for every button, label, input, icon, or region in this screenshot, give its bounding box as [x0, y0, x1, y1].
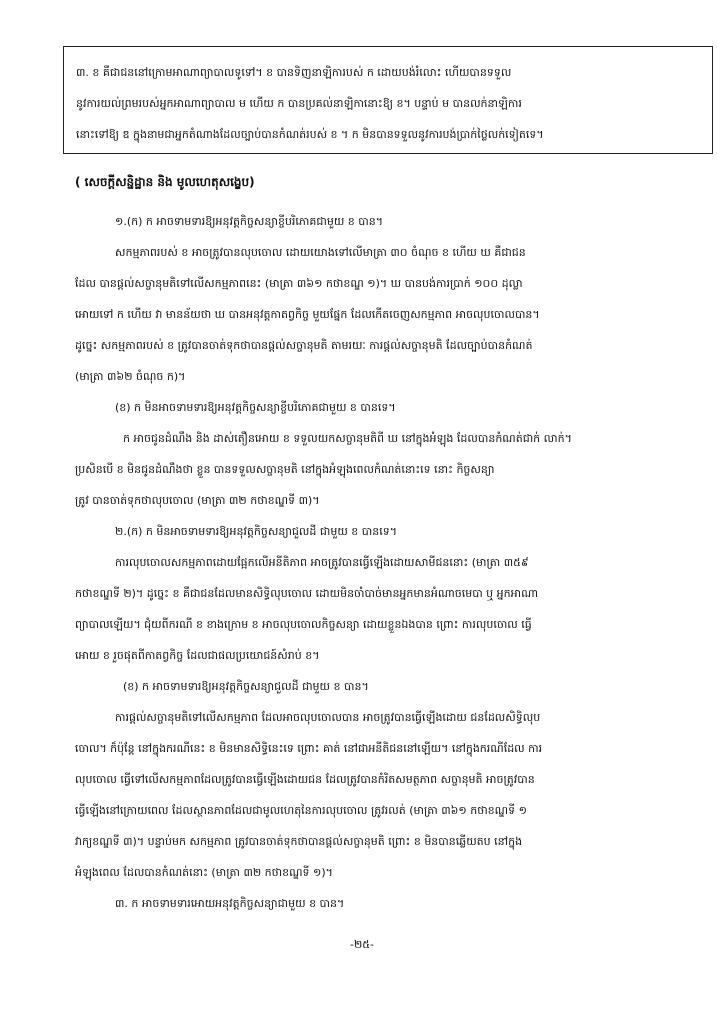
- paragraph-line: លុបចោល ធ្វើទៅលើសកម្មភាពដែលត្រូវបានធ្វើឡើងដោយជន ដែលត្រូវបានកំរិតសមត្ថភាព សច្ចានុមតិ អាចត្រូវបាន: [75, 773, 535, 786]
- paragraph-line: ព្យាបាលឡើយ។ ជុំយពីករណី ខ ខាងក្រោម ខ អាចលុបចោលកិច្ចសន្យា ដោយខ្លួនឯងបាន ព្រោះ ការលុបចោល ធ្វើ: [75, 618, 532, 631]
- section-2a: [75, 516, 705, 671]
- paragraph-line: អោយទៅ ក ហើយ វា មានន័យថា ឃ បានអនុវត្តកាតព្វកិច្ច មួយផ្នែក ដែលកើតចេញសកម្មភាព អាចលុបចោលបាន។: [75, 308, 540, 321]
- section-title: ២.(ក) ក មិនអាចទាមទារឱ្យអនុវត្តកិច្ចសន្យាជួលដី ជាមួយ ខ បានទេ។: [115, 525, 397, 538]
- section-3: [75, 888, 705, 919]
- paragraph-line: កថាខណ្ឌទី ២)។ ដូច្នេះ ខ គឺជាជនដែលមានសិទ្ធិលុបចោល ដោយមិនចាំបាច់មានអ្នកមានអំណាចមេបា ឬ អ្នកអាណា: [75, 587, 539, 600]
- page-number: -២៥-: [349, 938, 375, 951]
- paragraph-line: (មាត្រា ៣៦២ ចំណុច ក)។: [75, 370, 186, 383]
- paragraph-line: ដូច្នេះ សកម្មភាពរបស់ ខ ត្រូវបានចាត់ទុកថាបានផ្ដល់សច្ចានុមតិ តាមរយៈ ការផ្ដល់សច្ចានុមតិ ដែលច្បាប់បានកំណត់: [75, 339, 533, 352]
- box-line: ៣. ខ គឺជាជននៅក្រោមអាណាព្យាបាលទូទៅ។ ខ បានទិញនាឡិការបស់ ក ដោយបង់រំលោះ ហើយបានទទួល: [76, 66, 512, 79]
- section-1b: [75, 392, 705, 516]
- paragraph-line: ប្រសិនបើ ខ មិនជូនដំណឹងថា ខ្លួន បានទទួលសច្ចានុមតិ នៅក្នុងអំឡុងពេលកំណត់នោះទេ នោះ កិច្ចសន្យា: [75, 463, 495, 476]
- section-2b: [75, 671, 705, 888]
- paragraph-line: សកម្មភាពរបស់ ខ អាចត្រូវបានលុបចោល ដោយយោងទៅលើមាត្រា ៣០ ចំណុច ខ ហើយ ឃ គឺជាជន: [115, 246, 526, 259]
- section-1a: [75, 206, 705, 392]
- paragraph-line: អំឡុងពេល ដែលបានកំណត់នោះ (មាត្រា ៣២ កថាខណ្ឌទី ១)។: [75, 866, 333, 879]
- paragraph-line: ធ្វើឡើងនៅក្រោយពេល ដែលស្ថានភាពដែលជាមូលហេតុនៃការលុបចោល ត្រូវរលត់ (មាត្រា ៣៦១ កថាខណ្ឌទី ១: [75, 804, 527, 817]
- box-line: នោះទៅឱ្យ ឌ ក្នុងនាមជាអ្នកតំណាងដែលច្បាប់បានកំណត់របស់ ខ ។ ក មិនបានទទួលនូវការបង់ប្រាក់ថ្លៃលក់ទៀតទេ។: [76, 128, 544, 141]
- paragraph-line: អោយ ខ រួចផុតពីកាតព្វកិច្ច ដែលជាផលប្រយោជន៍សំរាប់ ខ។: [75, 649, 320, 662]
- section-title: ៣. ក អាចទាមទារអោយអនុវត្តកិច្ចសន្យាជាមួយ ខ បាន។: [115, 897, 345, 910]
- paragraph-line: ត្រូវ បានចាត់ទុកថាលុបចោល (មាត្រា ៣២ កថាខណ្ឌទី ៣)។: [75, 494, 320, 507]
- paragraph-line: ចោល។ ក៏ប៉ុន្តែ នៅក្នុងករណីនេះ ខ មិនមានសិទ្ធិនេះទេ ព្រោះ គាត់ នៅជាអនីតិជននៅឡើយ។ នៅក្នុងករណីដែល ការ: [75, 742, 543, 755]
- paragraph-line: ការផ្ដល់សច្ចានុមតិទៅលើសកម្មភាព ដែលអាចលុបចោលបាន អាចត្រូវបានធ្វើឡើងដោយ ជនដែលសិទ្ធិលុប: [115, 711, 541, 724]
- paragraph-line: ការលុបចោលសកម្មភាពដោយផ្អែកលើអនីតិភាព អាចត្រូវបានធ្វើឡើងដោយសាមីជននោះ (មាត្រា ៣៥៩: [115, 556, 529, 569]
- paragraph-line: ដែល បានផ្ដល់សច្ចានុមតិទៅលើសកម្មភាពនេះ (មាត្រា ៣៦១ កថាខណ្ឌ ១)។ ឃ បានបង់ការប្រាក់ ១០០ ដុល្លា: [75, 277, 523, 290]
- answer-heading: ( សេចក្ដីសន្និដ្ឋាន និង មូលហេតុសង្ខេប): [75, 175, 255, 189]
- box-line: នូវការយល់ព្រមរបស់អ្នកអាណាព្យាបាល ម ហើយ ក បានប្រគល់នាឡិកានោះឱ្យ ខ។ បន្ទាប់ ម បានលក់នាឡិការ: [76, 97, 522, 110]
- framed-question-box: [63, 46, 713, 154]
- section-title: ១.(ក) ក អាចទាមទារឱ្យអនុវត្តកិច្ចសន្យាខ្ចីបរិភោគជាមួយ ខ បាន។: [115, 215, 383, 228]
- paragraph-line: ក អាចជូនដំណឹង និង ដាស់តឿនអោយ ខ ទទួលយកសច្ចានុមតិពី ឃ នៅក្នុងអំឡុង ដែលបានកំណត់ជាក់ លាក់។: [123, 432, 572, 445]
- paragraph-line: វាក្យខណ្ឌទី ៣)។ បន្ទាប់មក សកម្មភាព ត្រូវបានចាត់ទុកថាបានផ្ដល់សច្ចានុមតិ ព្រោះ ខ មិនបានឆ្លើយតប នៅក្នុង: [75, 835, 523, 848]
- section-title: (ខ) ក មិនអាចទាមទារឱ្យអនុវត្តកិច្ចសន្យាខ្ចីបរិភោគជាមួយ ខ បានទេ។: [115, 401, 396, 414]
- section-title: (ខ) ក អាចទាមទារឱ្យអនុវត្តកិច្ចសន្យាជួលដី ជាមួយ ខ បាន។: [123, 680, 369, 693]
